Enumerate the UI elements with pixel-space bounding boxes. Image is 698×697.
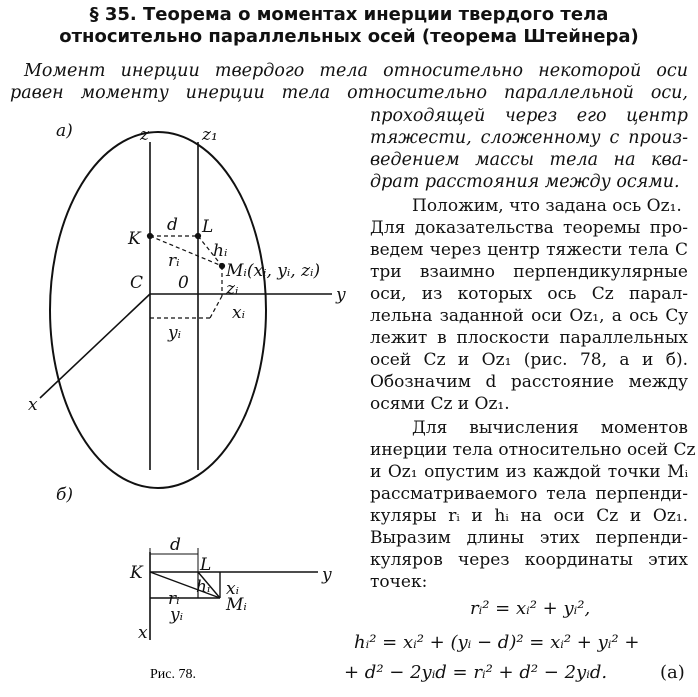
section-heading-line-2: относительно параллельных осей (теорема Штейнера) — [59, 26, 639, 47]
equation-h-cont: + d² − 2yᵢd = rᵢ² + d² − 2yᵢd. — [344, 662, 608, 683]
label-C: C — [130, 273, 144, 293]
theorem-line: тяжести, сложенному с произ- — [370, 128, 688, 148]
body-line: осей Cz и Oz₁ (рис. 78, a и б). — [370, 350, 688, 370]
figure-panel-a — [40, 132, 332, 488]
point-M — [219, 263, 224, 268]
body-line: лельна заданной оси Oz₁, а ось Cy — [370, 306, 688, 326]
body-line: куляры rᵢ и hᵢ на оси Cz и Oz₁. — [370, 506, 688, 526]
body-line: лежит в плоскости параллельных — [370, 328, 688, 348]
body-line: Для вычисления моментов — [412, 418, 688, 438]
body-line: осями Cz и Oz₁. — [370, 394, 510, 414]
label-x: x — [28, 395, 38, 415]
theorem-line: ведением массы тела на ква- — [370, 150, 688, 170]
body-line: точек: — [370, 572, 428, 592]
perpendicular-r — [150, 236, 222, 266]
section-heading-line-1: § 35. Теорема о моментах инерции твердого тела — [89, 4, 609, 25]
body-line: куляров через координаты этих — [370, 550, 688, 570]
label-M-b: Mᵢ — [226, 595, 247, 615]
label-r-b: rᵢ — [168, 589, 180, 609]
label-O: 0 — [178, 273, 189, 293]
label-L: L — [202, 217, 214, 237]
body-line: инерции тела относительно осей Cz — [370, 440, 696, 460]
label-y-b: y — [322, 565, 332, 585]
equation-r: rᵢ² = xᵢ² + yᵢ², — [470, 598, 591, 619]
body-line: оси, из которых ось Cz парал- — [370, 284, 688, 304]
point-L — [195, 233, 200, 238]
axis-x — [40, 294, 150, 398]
body-line: ведем через центр тяжести тела C — [370, 240, 688, 260]
theorem-line: проходящей через его центр — [370, 106, 688, 126]
panel-b-label: б) — [56, 485, 74, 505]
body-line: Положим, что задана ось Oz₁. — [412, 196, 682, 216]
label-h-b: hᵢ — [196, 577, 211, 597]
label-z1: z₁ — [202, 125, 218, 145]
figure-caption: Рис. 78. — [150, 667, 196, 682]
body-line: Выразим длины этих перпенди- — [370, 528, 688, 548]
panel-a-label: а) — [56, 121, 73, 141]
label-x-b: x — [138, 623, 148, 643]
equation-tag: (a) — [660, 662, 685, 683]
theorem-line: Момент инерции твердого тела относительно некоторой оси — [24, 61, 688, 81]
figure-b-labels — [56, 485, 332, 643]
label-K: K — [128, 229, 141, 249]
theorem-line: драт расстояния между осями. — [370, 172, 680, 192]
label-z: z — [140, 125, 149, 145]
label-r: rᵢ — [168, 251, 180, 271]
label-yi-b: yᵢ — [170, 605, 184, 625]
label-xi: xᵢ — [232, 303, 246, 323]
theorem-line: равен моменту инерции тела относительно параллельной оси, — [10, 83, 688, 103]
label-zi: zᵢ — [226, 279, 239, 299]
projection-x — [210, 296, 222, 318]
figure-a-labels — [28, 121, 346, 415]
body-line: Обозначим d расстояние между — [370, 372, 688, 392]
label-h: hᵢ — [213, 241, 228, 261]
equation-h: hᵢ² = xᵢ² + (yᵢ − d)² = xᵢ² + yᵢ² + — [354, 632, 640, 653]
label-xi-b: xᵢ — [226, 579, 240, 599]
label-M: Mᵢ(xᵢ, yᵢ, zᵢ) — [226, 261, 321, 281]
body-line: рассматриваемого тела перпенди- — [370, 484, 688, 504]
label-y: y — [336, 285, 346, 305]
body-line: и Oz₁ опустим из каждой точки Mᵢ — [370, 462, 688, 482]
body-line: Для доказательства теоремы про- — [370, 218, 688, 238]
label-L-b: L — [200, 555, 212, 575]
label-K-b: K — [130, 563, 143, 583]
label-d-b: d — [170, 535, 181, 555]
label-d: d — [167, 215, 178, 235]
body-line: три взаимно перпендикулярные — [370, 262, 688, 282]
point-K — [147, 233, 152, 238]
label-yi: yᵢ — [168, 323, 182, 343]
